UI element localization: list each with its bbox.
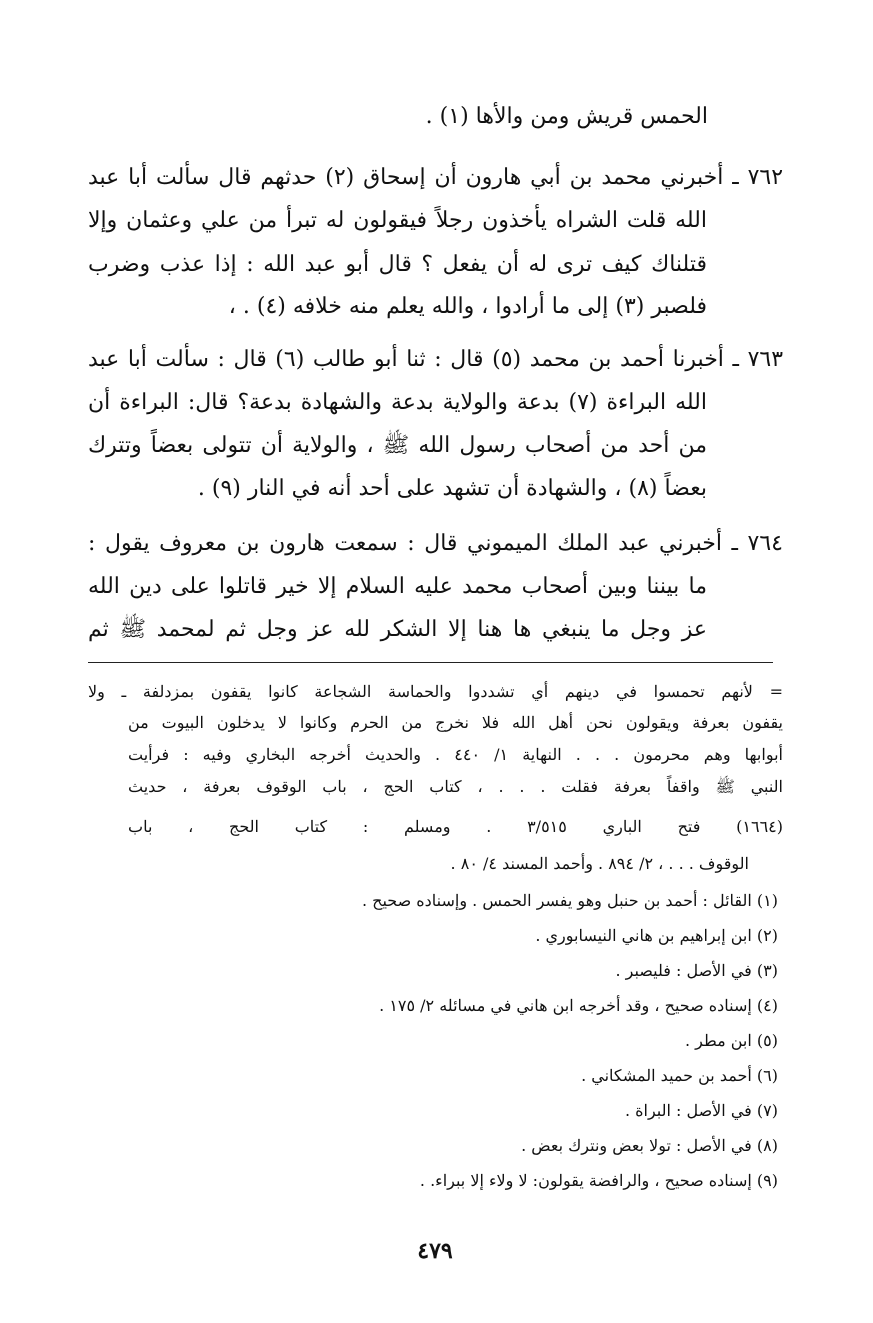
intro-line: الحمس قريش ومن والأها (١) . bbox=[425, 104, 708, 129]
entry-764-line-2: ما بيننا وبين أصحاب محمد عليه السلام إلا خير قاتلوا على دين الله bbox=[88, 574, 707, 599]
footnote-continuation-line-4: النبي ﷺ واقفاً بعرفة فقلت . . . ، كتاب الحج ، باب الوقوف بعرفة ، حديث bbox=[128, 777, 783, 796]
entry-762-line-3: قتلناك كيف ترى له أن يفعل ؟ قال أبو عبد الله : إذا عذب وضرب bbox=[88, 252, 707, 277]
footnote-continuation-line-1: = لأنهم تحمسوا في دينهم أي تشددوا والحماسة الشجاعة كانوا يقفون بمزدلفة ـ ولا bbox=[88, 682, 783, 701]
entry-763-line-4: بعضاً (٨) ، والشهادة أن تشهد على أحد أنه في النار (٩) . bbox=[197, 476, 707, 501]
footnote-continuation-line-3: أبوابها وهم محرمون . . . النهاية ١/ ٤٤٠ . والحديث أخرجه البخاري وفيه : فرأيت bbox=[128, 745, 783, 764]
footnote-8: (٨) في الأصل : تولا بعض ونترك بعض . bbox=[521, 1136, 778, 1155]
footnote-1: (١) القائل : أحمد بن حنبل وهو يفسر الحمس . وإسناده صحيح . bbox=[361, 891, 778, 910]
footnote-6: (٦) أحمد بن حميد المشكاني . bbox=[581, 1066, 778, 1085]
entry-762-line-2: الله قلت الشراه يأخذون رجلاً فيقولون له تبرأ من علي وعثمان وإلا bbox=[88, 208, 707, 233]
footnote-7: (٧) في الأصل : البراة . bbox=[624, 1101, 778, 1120]
footnote-continuation-line-5: (١٦٦٤) فتح الباري ٣/٥١٥ . ومسلم : كتاب الحج ، باب bbox=[128, 817, 783, 836]
footnote-9: (٩) إسناده صحيح ، والرافضة يقولون: لا ولاء إلا ببراء. . bbox=[419, 1171, 778, 1190]
entry-763-line-1: ٧٦٣ ـ أخبرنا أحمد بن محمد (٥) قال : ثنا أبو طالب (٦) قال : سألت أبا عبد bbox=[88, 347, 783, 372]
footnote-3: (٣) في الأصل : فليصبر . bbox=[615, 961, 778, 980]
page-number: ٤٧٩ bbox=[417, 1238, 453, 1264]
entry-764-line-3: عز وجل ما ينبغي ها هنا إلا الشكر لله عز وجل ثم لمحمد ﷺ ثم bbox=[88, 617, 707, 642]
footnote-continuation-line-6: الوقوف . . . ، ٢/ ٨٩٤ . وأحمد المسند ٤/ ٨٠ . bbox=[450, 854, 749, 873]
entry-763-line-3: من أحد من أصحاب رسول الله ﷺ ، والولاية أن تتولى بعضاً وتترك bbox=[88, 433, 707, 458]
footnote-separator bbox=[88, 662, 773, 663]
entry-763-line-2: الله البراءة (٧) بدعة والولاية بدعة والشهادة بدعة؟ قال: البراءة أن bbox=[88, 390, 707, 415]
entry-762-line-4: فلصبر (٣) إلى ما أرادوا ، والله يعلم منه خلافه (٤) . ، bbox=[228, 294, 707, 319]
footnote-4: (٤) إسناده صحيح ، وقد أخرجه ابن هاني في مسائله ٢/ ١٧٥ . bbox=[379, 996, 778, 1015]
entry-764-line-1: ٧٦٤ ـ أخبرني عبد الملك الميموني قال : سمعت هارون بن معروف يقول : bbox=[88, 531, 783, 556]
footnote-5: (٥) ابن مطر . bbox=[684, 1031, 778, 1050]
footnote-2: (٢) ابن إبراهيم بن هاني النيسابوري . bbox=[535, 926, 778, 945]
entry-762-line-1: ٧٦٢ ـ أخبرني محمد بن أبي هارون أن إسحاق (٢) حدثهم قال سألت أبا عبد bbox=[88, 165, 783, 190]
footnote-continuation-line-2: يقفون بعرفة ويقولون نحن أهل الله فلا نخرج من الحرم وكانوا لا يدخلون البيوت من bbox=[128, 713, 783, 732]
